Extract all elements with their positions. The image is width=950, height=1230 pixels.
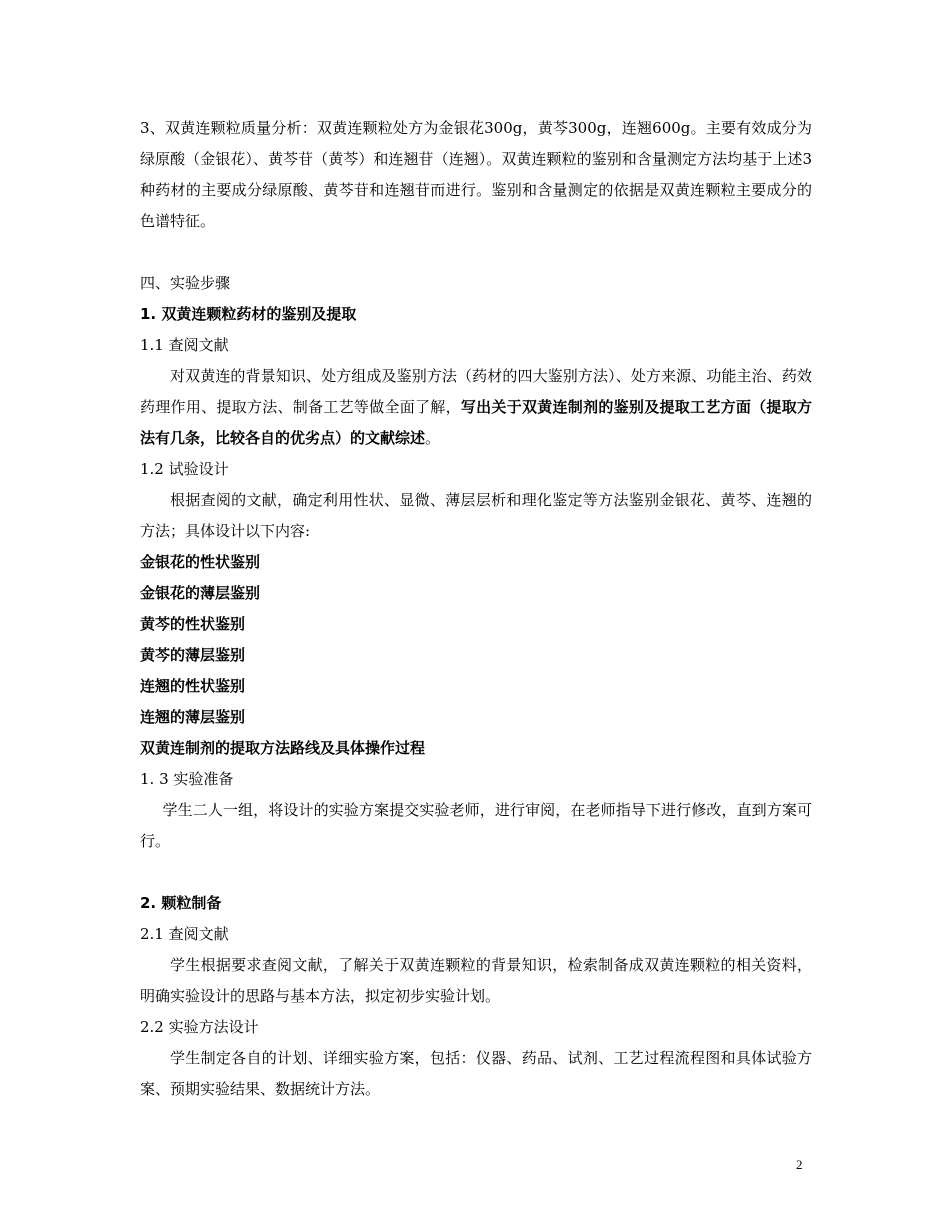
spacer <box>140 857 812 888</box>
page-number: 2 <box>796 1157 803 1172</box>
design-item: 连翘的性状鉴别 <box>140 677 246 695</box>
part1-sub1-text-end: 。 <box>425 429 441 447</box>
design-item: 金银花的性状鉴别 <box>140 553 261 571</box>
design-item: 黄芩的薄层鉴别 <box>140 646 246 664</box>
part1-sub1-text-plain: 对双黄连的背景知识、处方组成及鉴别方法（药材的四大鉴别方法）、处方来源、功能主治、药效药理作用、提取方法、制备工艺等做全面了解， <box>140 367 812 416</box>
part2-sub2-paragraph: 学生制定各自的计划、详细实验方案，包括：仪器、药品、试剂、工艺过程流程图和具体试验方案、预期实验结果、数据统计方法。 <box>140 1049 812 1098</box>
part1-sub3-paragraph: 学生二人一组，将设计的实验方案提交实验老师，进行审阅，在老师指导下进行修改，直到方案可行。 <box>140 801 812 850</box>
design-item: 双黄连制剂的提取方法路线及具体操作过程 <box>140 739 426 757</box>
part2-sub1-heading: 2.1 查阅文献 <box>140 925 229 943</box>
section-heading-steps: 四、实验步骤 <box>140 274 231 292</box>
spacer <box>140 237 812 268</box>
design-item: 金银花的薄层鉴别 <box>140 584 261 602</box>
document-page <box>140 113 812 1105</box>
part1-sub3-heading: 1. 3 实验准备 <box>140 770 234 788</box>
quality-analysis-paragraph: 3、双黄连颗粒质量分析：双黄连颗粒处方为金银花300g，黄芩300g，连翘600g。主要有效成分为绿原酸（金银花）、黄芩苷（黄芩）和连翘苷（连翘）。双黄连颗粒的鉴别和含量测定方法均基于上述3种药材的主要成分绿原酸、黄芩苷和连翘苷而进行。鉴别和含量测定的依据是双黄连颗粒主要成分的色谱特征。 <box>140 119 812 230</box>
part1-sub2-heading: 1.2 试验设计 <box>140 460 229 478</box>
part2-sub1-paragraph: 学生根据要求查阅文献，了解关于双黄连颗粒的背景知识，检索制备成双黄连颗粒的相关资料，明确实验设计的思路与基本方法，拟定初步实验计划。 <box>140 956 812 1005</box>
part1-heading: 1. 双黄连颗粒药材的鉴别及提取 <box>140 305 357 323</box>
design-item: 连翘的薄层鉴别 <box>140 708 246 726</box>
part1-sub1-text-bold: 写出关于双黄连制剂的鉴别及提取工艺方面（提取方法有几条，比较各自的优劣点）的文献综述 <box>140 398 812 447</box>
part1-sub1-heading: 1.1 查阅文献 <box>140 336 229 354</box>
part1-sub2-paragraph: 根据查阅的文献，确定利用性状、显微、薄层层析和理化鉴定等方法鉴别金银花、黄芩、连翘的方法；具体设计以下内容: <box>140 491 812 540</box>
design-item: 黄芩的性状鉴别 <box>140 615 246 633</box>
part2-sub2-heading: 2.2 实验方法设计 <box>140 1018 259 1036</box>
part2-heading: 2. 颗粒制备 <box>140 894 222 912</box>
part1-sub1-paragraph <box>140 361 812 454</box>
